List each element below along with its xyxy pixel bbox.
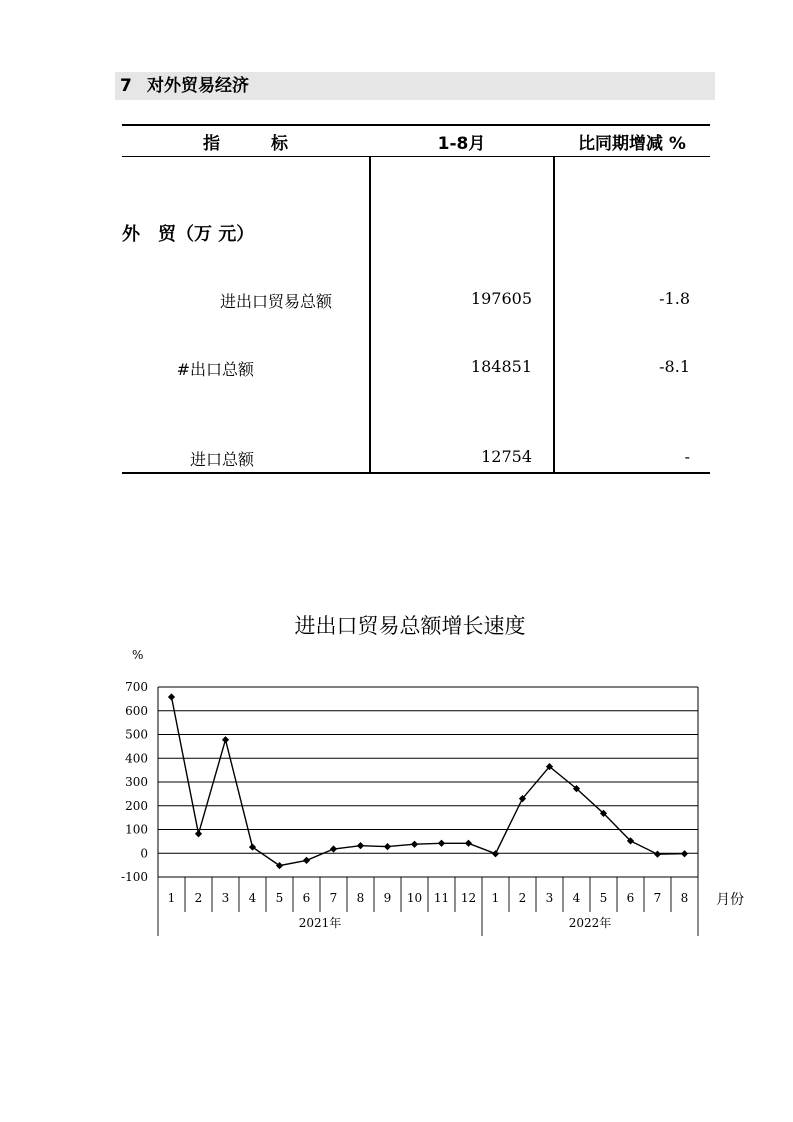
x-tick-label: 11 xyxy=(433,891,450,905)
data-point xyxy=(384,843,391,850)
table-divider-1 xyxy=(369,156,371,474)
year-group-label: 2022年 xyxy=(568,916,612,930)
x-tick-label: 4 xyxy=(572,891,581,905)
table-divider-2 xyxy=(553,156,555,474)
trade-table xyxy=(122,124,710,476)
x-tick-label: 1 xyxy=(491,891,500,905)
row-value: 197605 xyxy=(470,289,532,308)
data-point xyxy=(195,830,202,837)
chart-title: 进出口贸易总额增长速度 xyxy=(294,614,526,638)
row-value: 184851 xyxy=(470,357,532,376)
x-tick-label: 12 xyxy=(460,891,477,905)
data-point xyxy=(168,693,175,700)
y-tick-label: 100 xyxy=(125,822,148,837)
header-period: 1-8月 xyxy=(437,134,486,154)
table-bottom-rule xyxy=(122,472,710,474)
x-tick-label: 7 xyxy=(653,891,662,905)
data-point xyxy=(465,840,472,847)
x-tick-label: 2 xyxy=(194,891,203,905)
header-indicator: 指 标 xyxy=(203,134,288,154)
section-header xyxy=(115,72,715,100)
data-point xyxy=(411,841,418,848)
data-point xyxy=(654,851,661,858)
y-tick-label: 700 xyxy=(125,680,148,694)
y-tick-label: 500 xyxy=(125,727,148,742)
x-tick-label: 6 xyxy=(302,891,311,905)
y-tick-label: 400 xyxy=(125,751,148,766)
data-point xyxy=(303,857,310,864)
group-label: 外 贸（万 元） xyxy=(122,224,255,245)
row-growth: - xyxy=(684,447,690,466)
section-number: 7 xyxy=(120,76,132,96)
x-tick-label: 3 xyxy=(545,891,554,905)
row-label: #出口总额 xyxy=(176,360,254,379)
table-header-rule xyxy=(122,156,710,157)
data-point xyxy=(438,840,445,847)
x-tick-label: 6 xyxy=(626,891,635,905)
x-tick-label: 1 xyxy=(167,891,176,905)
x-tick-label: 5 xyxy=(275,891,284,905)
data-point xyxy=(222,736,229,743)
x-tick-label: 9 xyxy=(383,891,392,905)
row-growth: -1.8 xyxy=(659,289,690,308)
x-tick-label: 2 xyxy=(518,891,527,905)
data-point xyxy=(357,842,364,849)
x-tick-label: 3 xyxy=(221,891,230,905)
x-tick-label: 4 xyxy=(248,891,257,905)
series-line xyxy=(172,697,685,866)
section-title: 对外贸易经济 xyxy=(147,76,249,96)
row-label: 进口总额 xyxy=(189,450,254,469)
row-growth: -8.1 xyxy=(659,357,690,376)
y-tick-label: 600 xyxy=(125,703,148,718)
x-tick-label: 7 xyxy=(329,891,338,905)
data-point xyxy=(330,845,337,852)
x-tick-label: 5 xyxy=(599,891,608,905)
y-tick-label: 200 xyxy=(125,798,148,813)
x-tick-label: 10 xyxy=(406,891,423,905)
header-growth: 比同期增减 % xyxy=(578,134,686,154)
y-tick-label: 0 xyxy=(140,846,148,861)
x-axis-label: 月份 xyxy=(716,892,744,908)
y-tick-label: 300 xyxy=(125,775,148,789)
row-label: 进出口贸易总额 xyxy=(219,292,332,311)
y-axis-label: % xyxy=(132,648,144,662)
x-tick-label: 8 xyxy=(356,891,365,905)
year-group-label: 2021年 xyxy=(298,916,342,930)
trade-growth-chart xyxy=(0,640,793,950)
data-point xyxy=(681,850,688,857)
x-tick-label: 8 xyxy=(680,891,689,905)
data-point xyxy=(492,850,499,857)
y-tick-label: -100 xyxy=(121,870,148,884)
row-value: 12754 xyxy=(481,447,532,466)
